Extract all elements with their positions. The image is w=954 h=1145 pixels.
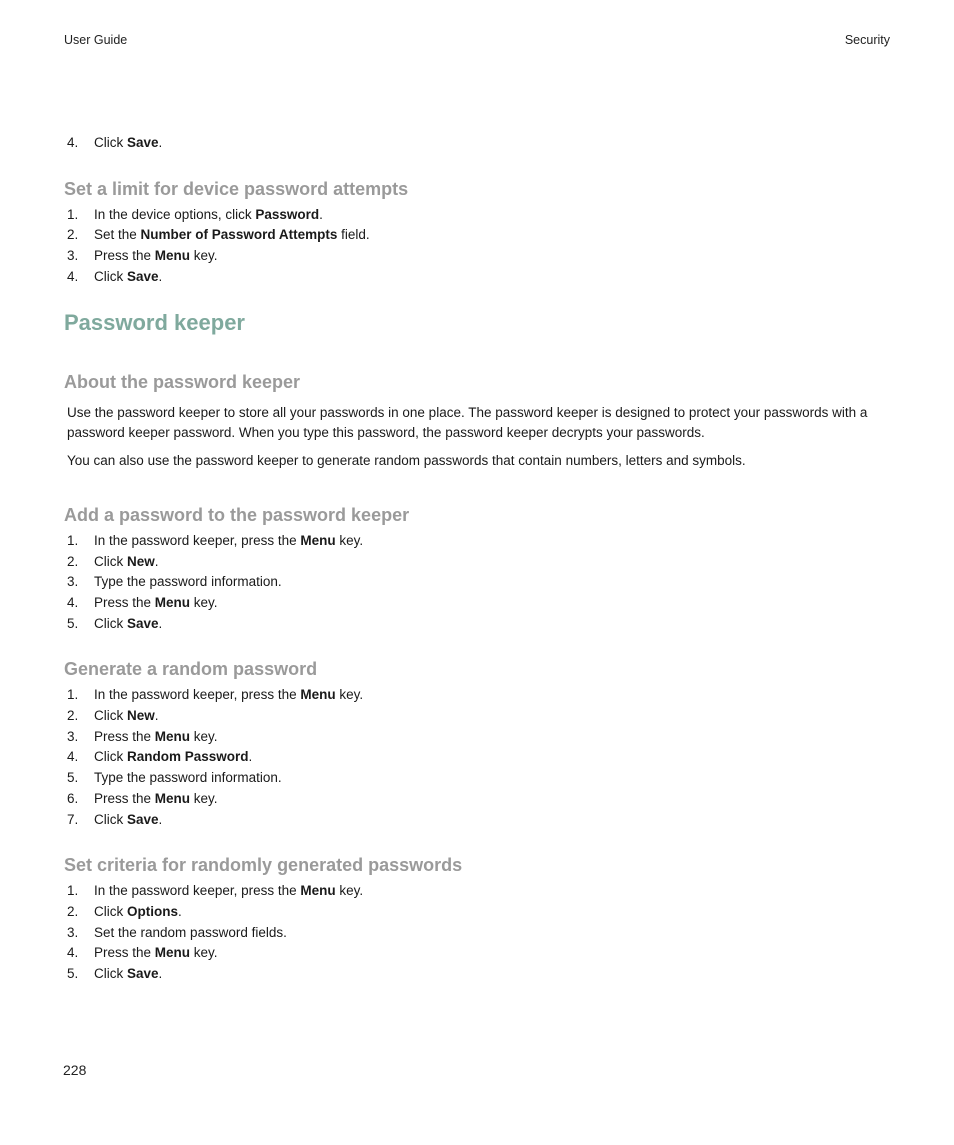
list-item: 1. In the password keeper, press the Menu key. <box>67 687 364 703</box>
list-item: 3. Press the Menu key. <box>67 728 218 744</box>
list-item: 3. Press the Menu key. <box>67 248 218 264</box>
list-item: 2. Click New. <box>67 708 159 724</box>
section-heading-add: Add a password to the password keeper <box>64 504 410 525</box>
continued-step-list <box>64 133 890 154</box>
list-item: 5. Click Save. <box>67 615 163 631</box>
list-item: 6. Press the Menu key. <box>67 790 218 806</box>
page-number: 228 <box>63 1062 87 1078</box>
step-list-add <box>64 531 890 634</box>
running-header-section: Security <box>844 33 890 47</box>
list-item: 2. Set the Number of Password Attempts field. <box>67 227 370 243</box>
list-item: 1. In the device options, click Password. <box>67 206 323 222</box>
step-list-generate <box>64 685 890 830</box>
list-item: 1. In the password keeper, press the Menu key. <box>67 883 364 899</box>
section-heading-generate: Generate a random password <box>64 659 318 680</box>
list-item: 4. Click Random Password. <box>67 749 253 765</box>
list-item: 5. Type the password information. <box>67 770 282 786</box>
step-list-criteria <box>64 881 890 984</box>
list-item: 4. Press the Menu key. <box>67 595 218 610</box>
about-paragraph-2: You can also use the password keeper to generate random passwords that contain numbers, letters and symbols. <box>67 453 746 469</box>
list-item: 4. Press the Menu key. <box>67 945 218 961</box>
step-list-limit <box>64 205 890 288</box>
list-item: 2. Click Options. <box>67 903 182 919</box>
list-item: 4. Click Save. <box>64 133 890 154</box>
list-item: 4. Click Save. <box>67 268 163 284</box>
chapter-heading-password-keeper: Password keeper <box>64 310 245 336</box>
list-item: 1. In the password keeper, press the Menu key. <box>67 532 364 548</box>
list-item: 5. Click Save. <box>67 965 163 981</box>
list-item: 3. Set the random password fields. <box>67 924 287 940</box>
list-item: 7. Click Save. <box>67 811 163 827</box>
list-item: 3. Type the password information. <box>67 574 282 590</box>
running-header-title: User Guide <box>64 33 128 47</box>
section-heading-limit: Set a limit for device password attempts <box>64 178 409 199</box>
list-item: 2. Click New. <box>67 553 159 569</box>
page-content <box>64 133 890 985</box>
step-number: 4. <box>67 135 79 150</box>
section-heading-about: About the password keeper <box>64 372 301 393</box>
section-heading-criteria: Set criteria for randomly generated passwords <box>64 855 463 876</box>
about-paragraph-1: Use the password keeper to store all your passwords in one place. The password keeper is designed to protect your passwords with a password keeper password. When you type this password, the password keeper decrypts your passwords. <box>67 405 868 440</box>
